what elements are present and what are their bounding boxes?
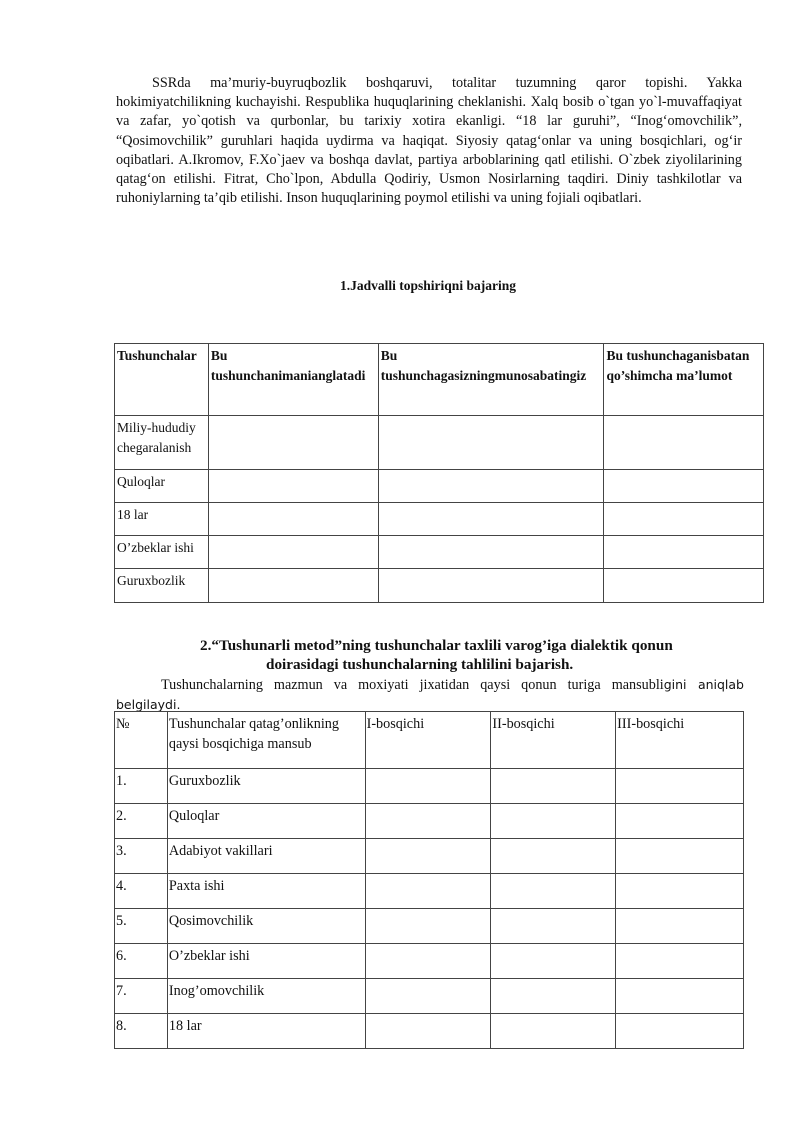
table-row — [115, 839, 744, 874]
answer-cell[interactable] — [365, 769, 491, 804]
concept-cell: 18 lar — [115, 503, 209, 536]
term-cell: Adabiyot vakillari — [167, 839, 365, 874]
table-row — [115, 804, 744, 839]
answer-cell[interactable] — [378, 536, 604, 569]
answer-cell[interactable] — [208, 536, 378, 569]
answer-cell[interactable] — [616, 1014, 744, 1049]
answer-cell[interactable] — [365, 874, 491, 909]
term-cell: Paxta ishi — [167, 874, 365, 909]
answer-cell[interactable] — [604, 503, 764, 536]
stages-table — [114, 711, 744, 1049]
concept-cell: Guruxbozlik — [115, 569, 209, 603]
term-cell: Qosimovchilik — [167, 909, 365, 944]
task1-heading: 1.Jadvalli topshiriqni bajaring — [340, 278, 516, 293]
header-stage-2: II-bosqichi — [491, 712, 616, 769]
table-row — [115, 769, 744, 804]
row-number: 7. — [115, 979, 168, 1014]
answer-cell[interactable] — [208, 416, 378, 470]
row-number: 5. — [115, 909, 168, 944]
answer-cell[interactable] — [378, 569, 604, 603]
concept-cell: Miliy-hududiy chegaralanish — [115, 416, 209, 470]
table-row — [115, 569, 764, 603]
table-row — [115, 503, 764, 536]
answer-cell[interactable] — [208, 470, 378, 503]
answer-cell[interactable] — [491, 979, 616, 1014]
term-cell: 18 lar — [167, 1014, 365, 1049]
term-cell: Guruxbozlik — [167, 769, 365, 804]
table-header-row — [115, 344, 764, 416]
intro-paragraph — [116, 74, 742, 208]
answer-cell[interactable] — [491, 1014, 616, 1049]
row-number: 8. — [115, 1014, 168, 1049]
intro-text: SSRda ma’muriy-buyruqbozlik boshqaruvi, totalitar tuzumning qaror topishi. Yakka hokimiyatchilikning kuchayishi. Respublika huquqlarining cheklanishi. Xalq bosib o`tgan yo`l-muvaffaqiyat va zafar, yo`qotish va qurbonlar, bu tarixiy xotira ekanligi. “18 lar guruhi”, “Inog‘omovchilik”, “Qosimovchilik” guruhlari haqida uydirma va haqiqat. Siyosiy qatag‘onlar va uning bosqichlari, og‘ir oqibatlari. A.Ikromov, F.Xo`jaev va boshqa davlat, partiya arboblarining qatl etilishi. O`zbek ziyolilarining qatag‘on etilishi. Fitrat, Cho`lpon, Abdulla Qodiriy, Usmon Nosirlarning taqdiri. Diniy tashkilotlar va ruhoniylarning ta’qib etilishi. Inson huquqlarining poymol etilishi va uning fojiali oqibatlari. — [116, 75, 742, 207]
answer-cell[interactable] — [604, 569, 764, 603]
header-meaning: Bu tushunchanimanianglatadi — [208, 344, 378, 416]
answer-cell[interactable] — [616, 944, 744, 979]
concept-cell: O’zbeklar ishi — [115, 536, 209, 569]
table-row — [115, 470, 764, 503]
answer-cell[interactable] — [365, 944, 491, 979]
answer-cell[interactable] — [491, 909, 616, 944]
row-number: 3. — [115, 839, 168, 874]
answer-cell[interactable] — [378, 503, 604, 536]
answer-cell[interactable] — [616, 769, 744, 804]
table-row — [115, 416, 764, 470]
answer-cell[interactable] — [365, 909, 491, 944]
table-row — [115, 944, 744, 979]
answer-cell[interactable] — [378, 470, 604, 503]
answer-cell[interactable] — [491, 804, 616, 839]
answer-cell[interactable] — [616, 839, 744, 874]
answer-cell[interactable] — [365, 1014, 491, 1049]
answer-cell[interactable] — [491, 944, 616, 979]
task2-heading-line1: 2.“Tushunarli metod”ning tushunchalar taxlili varog’iga dialektik qonun — [200, 637, 673, 654]
instruction-tail-text: gini aniqlab belgilaydi. — [116, 677, 744, 712]
answer-cell[interactable] — [365, 804, 491, 839]
term-cell: Inog’omovchilik — [167, 979, 365, 1014]
answer-cell[interactable] — [616, 804, 744, 839]
header-stage-3: III-bosqichi — [616, 712, 744, 769]
answer-cell[interactable] — [616, 979, 744, 1014]
concepts-table — [114, 343, 764, 603]
answer-cell[interactable] — [378, 416, 604, 470]
term-cell: Quloqlar — [167, 804, 365, 839]
header-concepts: Tushunchalar — [115, 344, 209, 416]
answer-cell[interactable] — [491, 874, 616, 909]
table-row — [115, 909, 744, 944]
answer-cell[interactable] — [604, 536, 764, 569]
instruction-main-text: Tushunchalarning mazmun va moxiyati jixatidan qaysi qonun turiga mansubli — [161, 677, 664, 693]
task2-instruction — [116, 675, 744, 715]
answer-cell[interactable] — [365, 979, 491, 1014]
table-row — [115, 979, 744, 1014]
table-row — [115, 874, 744, 909]
row-number: 1. — [115, 769, 168, 804]
term-cell: O’zbeklar ishi — [167, 944, 365, 979]
concept-cell: Quloqlar — [115, 470, 209, 503]
answer-cell[interactable] — [491, 839, 616, 874]
table-row — [115, 1014, 744, 1049]
row-number: 6. — [115, 944, 168, 979]
answer-cell[interactable] — [365, 839, 491, 874]
row-number: 4. — [115, 874, 168, 909]
task2-heading-line2: doirasidagi tushunchalarning tahlilini bajarish. — [266, 656, 574, 673]
header-additional-info: Bu tushunchaganisbatan qo’shimcha ma’lumot — [604, 344, 764, 416]
header-attitude: Bu tushunchagasizningmunosabatingiz — [378, 344, 604, 416]
header-stage-1: I-bosqichi — [365, 712, 491, 769]
answer-cell[interactable] — [208, 569, 378, 603]
answer-cell[interactable] — [208, 503, 378, 536]
row-number: 2. — [115, 804, 168, 839]
answer-cell[interactable] — [604, 416, 764, 470]
table-header-row — [115, 712, 744, 769]
table-row — [115, 536, 764, 569]
answer-cell[interactable] — [491, 769, 616, 804]
header-term-stage: Tushunchalar qatag’onlikning qaysi bosqichiga mansub — [167, 712, 365, 769]
answer-cell[interactable] — [616, 874, 744, 909]
answer-cell[interactable] — [604, 470, 764, 503]
answer-cell[interactable] — [616, 909, 744, 944]
header-number: № — [115, 712, 168, 769]
